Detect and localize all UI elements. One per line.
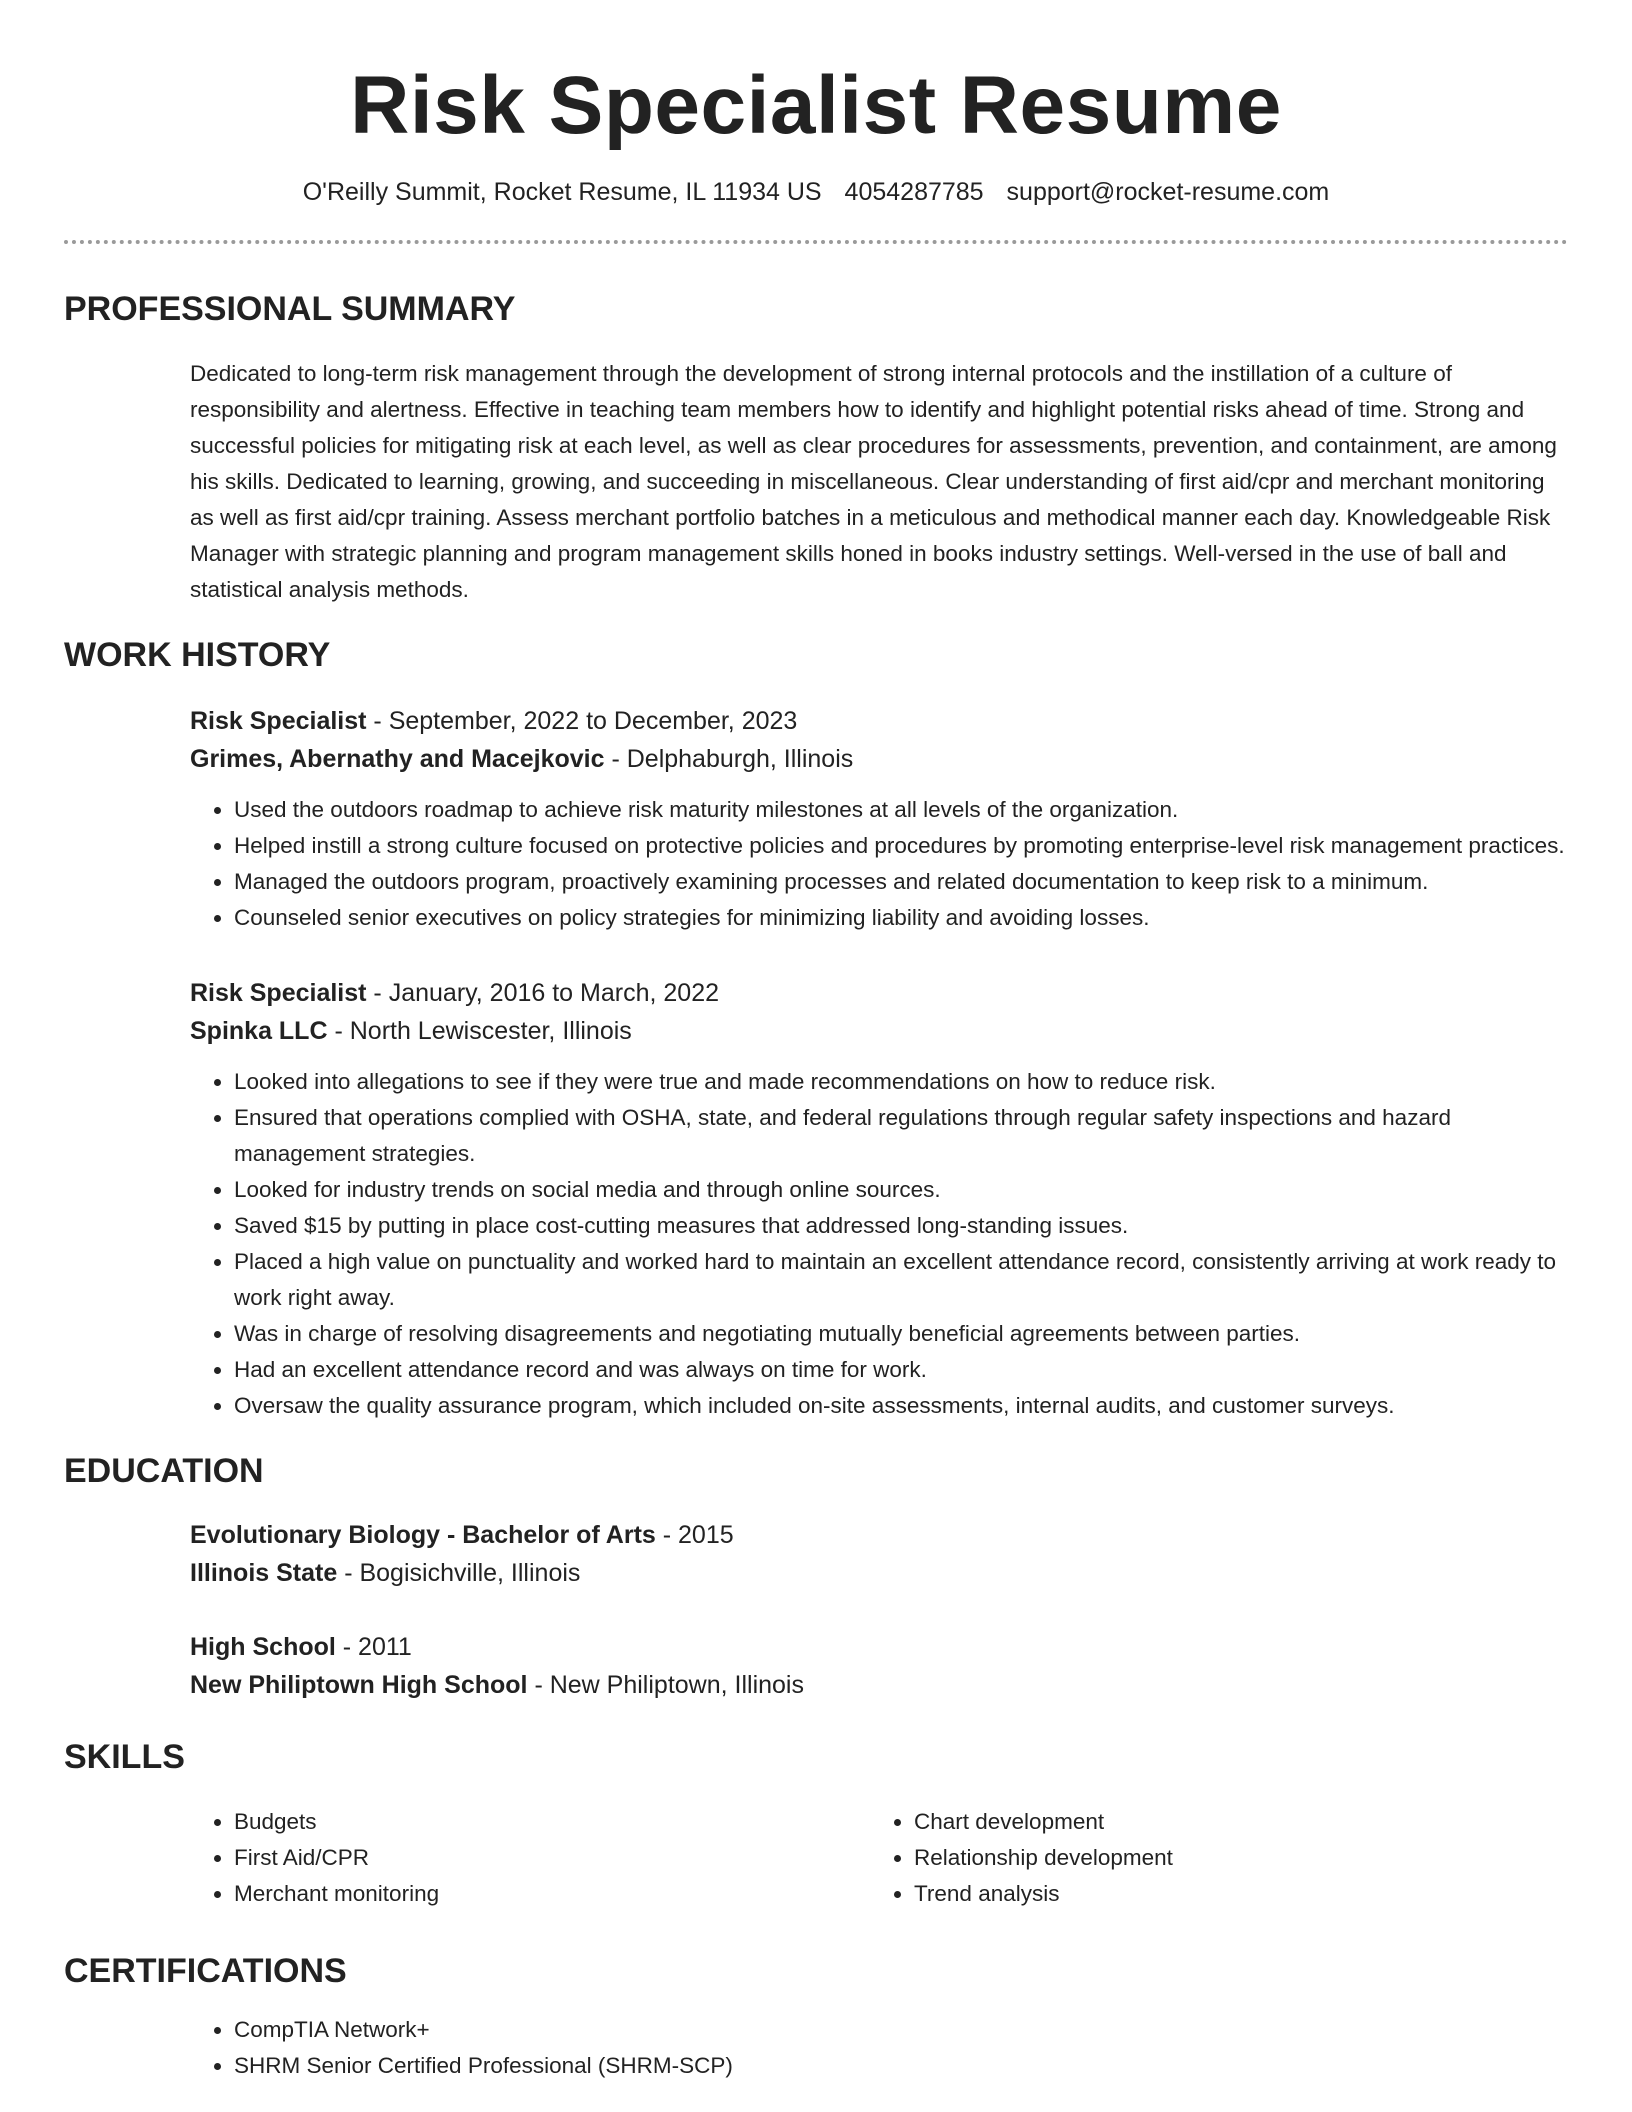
job-title-line [190, 974, 1568, 1012]
list-item: • Chart development [914, 1804, 1550, 1840]
list-item: • Merchant monitoring [234, 1876, 870, 1912]
list-item: • First Aid/CPR [234, 1840, 870, 1876]
school-line [190, 1666, 1568, 1704]
list-item: • CompTIA Network+ [234, 2012, 1568, 2048]
school: New Philiptown High School [190, 1671, 528, 1699]
list-item: • SHRM Senior Certified Professional (SHRM-SCP) [234, 2048, 1568, 2084]
job-company: Grimes, Abernathy and Macejkovic [190, 745, 605, 773]
job-title: Risk Specialist [190, 979, 367, 1007]
job-company: Spinka LLC [190, 1017, 328, 1045]
certifications-heading: CERTIFICATIONS [64, 1952, 347, 1990]
degree-line [190, 1516, 1568, 1554]
work-history-heading: WORK HISTORY [64, 636, 331, 674]
job-title-line [190, 702, 1568, 740]
job-dates: - September, 2022 to December, 2023 [366, 707, 798, 735]
education-entry [190, 1628, 1568, 1704]
list-item: • Oversaw the quality assurance program, which included on-site assessments, internal audits, and customer surveys. [234, 1388, 1568, 1424]
summary-section [190, 356, 1568, 608]
contact-phone: 4054287785 [844, 178, 984, 206]
list-item: • Used the outdoors roadmap to achieve risk maturity milestones at all levels of the organization. [234, 792, 1568, 828]
work-history-section [190, 702, 1568, 1424]
header-divider [64, 240, 1568, 244]
degree-year: - 2011 [335, 1633, 412, 1661]
degree: Evolutionary Biology - Bachelor of Arts [190, 1521, 656, 1549]
job-company-line [190, 740, 1568, 778]
list-item: • Budgets [234, 1804, 870, 1840]
job-location: - Delphaburgh, Illinois [604, 745, 854, 773]
education-section [190, 1516, 1568, 1704]
degree: High School [190, 1633, 336, 1661]
list-item: • Helped instill a strong culture focused on protective policies and procedures by promoting enterprise-level risk management practices. [234, 828, 1568, 864]
job-entry [190, 974, 1568, 1424]
school-location: - Bogisichville, Illinois [337, 1559, 581, 1587]
job-entry [190, 702, 1568, 936]
degree-year: - 2015 [655, 1521, 734, 1549]
school-line [190, 1554, 1568, 1592]
list-item: • Placed a high value on punctuality and worked hard to maintain an excellent attendance record, consistently arriving at work ready to work right away. [234, 1244, 1568, 1316]
job-bullets [190, 792, 1568, 936]
list-item: • Was in charge of resolving disagreements and negotiating mutually beneficial agreements between parties. [234, 1316, 1568, 1352]
contact-email: support@rocket-resume.com [1006, 178, 1330, 206]
education-entry [190, 1516, 1568, 1592]
contact-line [64, 176, 1568, 208]
list-item: • Had an excellent attendance record and was always on time for work. [234, 1352, 1568, 1388]
list-item: • Looked into allegations to see if they were true and made recommendations on how to reduce risk. [234, 1064, 1568, 1100]
degree-line [190, 1628, 1568, 1666]
list-item: • Looked for industry trends on social media and through online sources. [234, 1172, 1568, 1208]
contact-address: O'Reilly Summit, Rocket Resume, IL 11934 US [302, 178, 822, 206]
school: Illinois State [190, 1559, 338, 1587]
list-item: • Saved $15 by putting in place cost-cutting measures that addressed long-standing issues. [234, 1208, 1568, 1244]
summary-text: Dedicated to long-term risk management through the development of strong internal protocols and the instillation of a culture of responsibility and alertness. Effective in teaching team members how to identify and highlight potential risks ahead of time. Strong and successful policies for mitigating risk at each level, as well as clear procedures for assessments, prevention, and containment, are among his skills. Dedicated to learning, growing, and succeeding in miscellaneous. Clear understanding of first aid/cpr and merchant monitoring as well as first aid/cpr training. Assess merchant portfolio batches in a meticulous and methodical manner each day. Knowledgeable Risk Manager with strategic planning and program management skills honed in books industry settings. Well-versed in the use of ball and statistical analysis methods. [190, 361, 1557, 602]
job-bullets [190, 1064, 1568, 1424]
skills-section [190, 1804, 1568, 1912]
page-title: Risk Specialist Resume [350, 60, 1282, 151]
school-location: - New Philiptown, Illinois [527, 1671, 804, 1699]
skills-list-right [870, 1804, 1550, 1912]
resume-page [64, 0, 1568, 2084]
list-item: • Managed the outdoors program, proactively examining processes and related documentation to keep risk to a minimum. [234, 864, 1568, 900]
job-title: Risk Specialist [190, 707, 367, 735]
job-dates: - January, 2016 to March, 2022 [366, 979, 719, 1007]
skills-list-left [190, 1804, 870, 1912]
list-item: • Trend analysis [914, 1876, 1550, 1912]
certifications-list [190, 2012, 1568, 2084]
list-item: • Counseled senior executives on policy strategies for minimizing liability and avoiding losses. [234, 900, 1568, 936]
list-item: • Ensured that operations complied with OSHA, state, and federal regulations through regular safety inspections and hazard management strategies. [234, 1100, 1568, 1172]
summary-heading: PROFESSIONAL SUMMARY [64, 290, 516, 328]
job-location: - North Lewiscester, Illinois [327, 1017, 632, 1045]
list-item: • Relationship development [914, 1840, 1550, 1876]
certifications-section [190, 2012, 1568, 2084]
education-heading: EDUCATION [64, 1452, 264, 1490]
skills-heading: SKILLS [64, 1738, 185, 1776]
job-company-line [190, 1012, 1568, 1050]
